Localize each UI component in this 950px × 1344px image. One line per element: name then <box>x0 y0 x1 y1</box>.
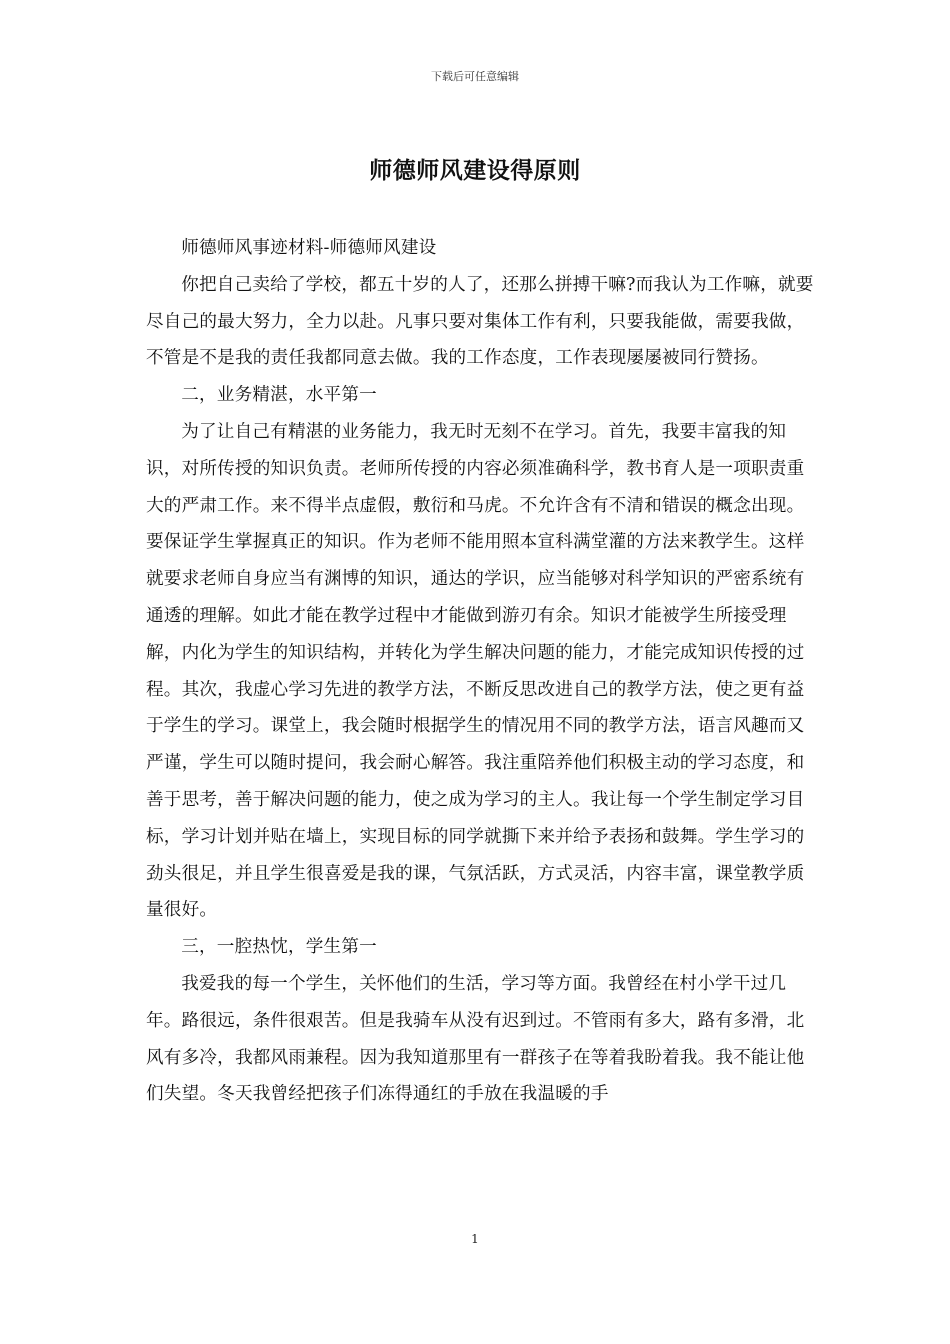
paragraph-section-2: 为了让自己有精湛的业务能力，我无时无刻不在学习。首先，我要丰富我的知识，对所传授的知识负责。老师所传授的内容必须准确科学，教书育人是一项职责重大的严肃工作。来不得半点虚假，敷衍和马虎。不允许含有不清和错误的概念出现。要保证学生掌握真正的知识。作为老师不能用照本宣科满堂灌的方法来教学生。这样就要求老师自身应当有渊博的知识，通达的学识，应当能够对科学知识的严密系统有通透的理解。如此才能在教学过程中才能做到游刃有余。知识才能被学生所接受理解，内化为学生的知识结构，并转化为学生解决问题的能力，才能完成知识传授的过程。其次，我虚心学习先进的教学方法，不断反思改进自己的教学方法，使之更有益于学生的学习。课堂上，我会随时根据学生的情况用不同的教学方法，语言风趣而又严谨，学生可以随时提问，我会耐心解答。我注重陪养他们积极主动的学习态度，和善于思考，善于解决问题的能力，使之成为学习的主人。我让每一个学生制定学习目标，学习计划并贴在墙上，实现目标的同学就撕下来并给予表扬和鼓舞。学生学习的劲头很足，并且学生很喜爱是我的课，气氛活跃，方式灵活，内容丰富，课堂教学质量很好。 <box>146 421 805 921</box>
document-body <box>146 230 814 1113</box>
paragraph-section-3: 我爱我的每一个学生，关怀他们的生活，学习等方面。我曾经在村小学干过几年。路很远，条件很艰苦。但是我骑车从没有迟到过。不管雨有多大，路有多滑，北风有多冷，我都风雨兼程。因为我知道那里有一群孩子在等着我盼着我。我不能让他们失望。冬天我曾经把孩子们冻得通红的手放在我温暖的手 <box>146 973 805 1105</box>
paragraph-subtitle: 师德师风事迹材料-师德师风建设 <box>181 238 437 258</box>
section-heading-3: 三，一腔热忱，学生第一 <box>181 937 377 958</box>
page-number: 1 <box>471 1232 479 1246</box>
header-note: 下载后可任意编辑 <box>431 70 519 83</box>
document-title: 师德师风建设得原则 <box>369 157 581 184</box>
section-heading-2: 二，业务精湛，水平第一 <box>181 385 377 406</box>
paragraph-intro: 你把自己卖给了学校，都五十岁的人了，还那么拼搏干嘛?而我认为工作嘛，就要尽自己的最大努力，全力以赴。凡事只要对集体工作有利，只要我能做，需要我做，不管是不是我的责任我都同意去做。我的工作态度，工作表现屡屡被同行赞扬。 <box>146 274 814 369</box>
